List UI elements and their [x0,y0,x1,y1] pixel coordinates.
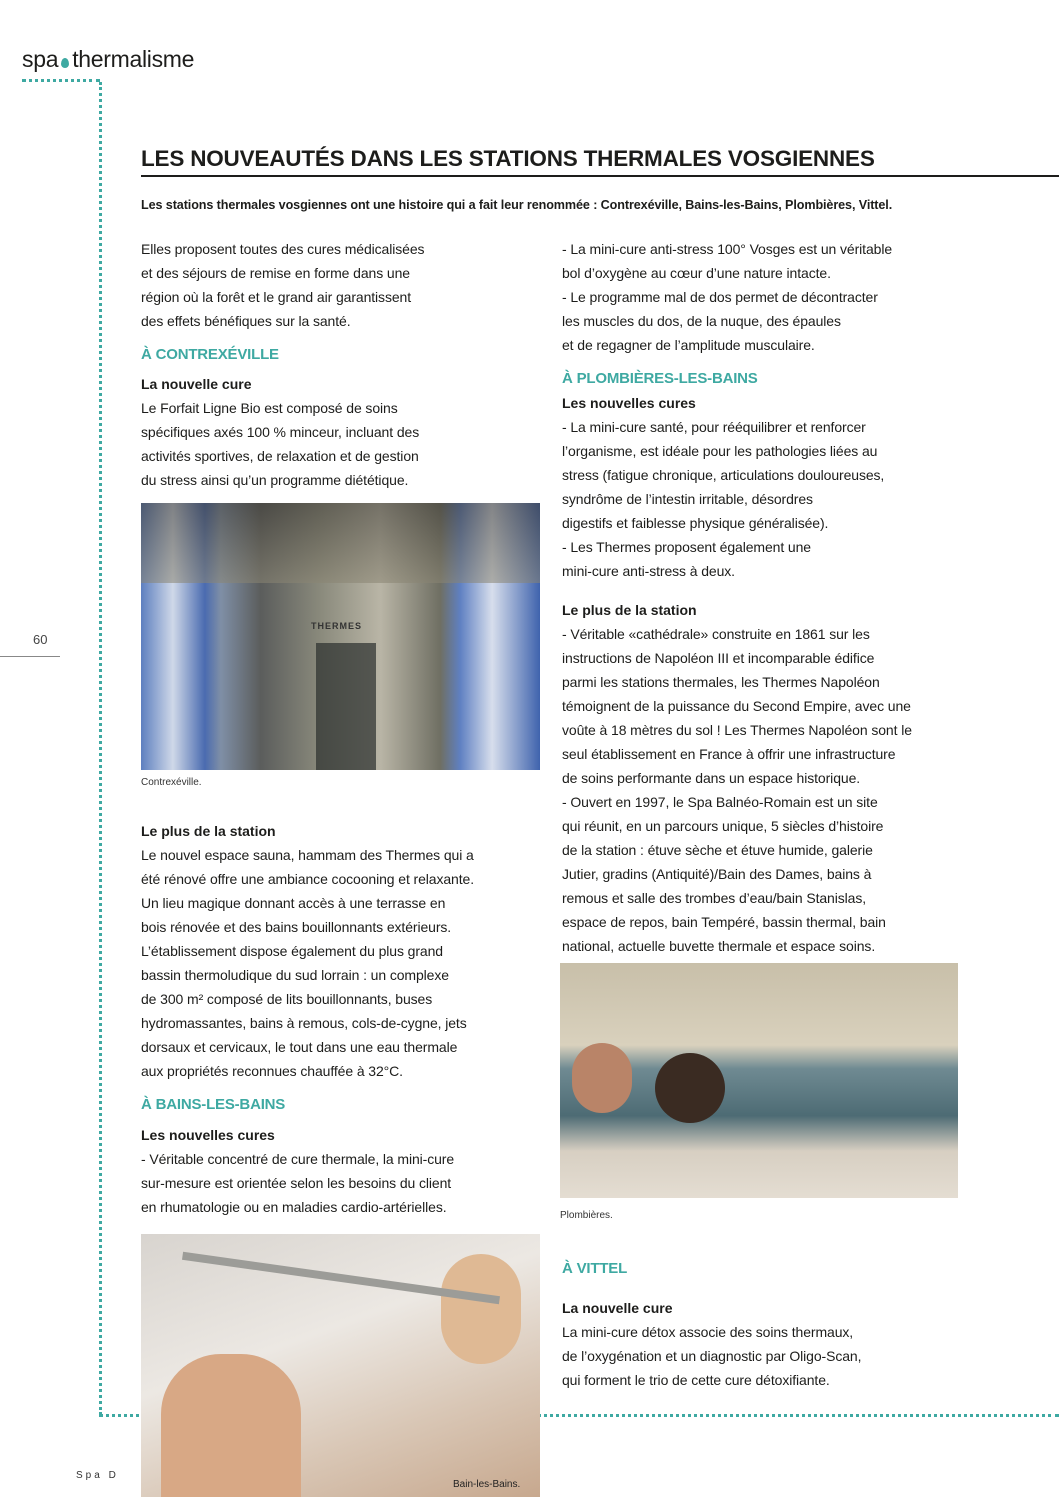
logo-text-thermalisme: thermalisme [72,46,195,72]
subheading-plus-station: Le plus de la station [141,823,276,839]
footer-text: Spa D [76,1470,119,1481]
article-lead: Les stations thermales vosgiennes ont une histoire qui a fait leur renommée : Contrexéville, Bains-les-Bains, Plombières, Vittel. [141,198,893,212]
dotted-rule-left [99,82,102,1415]
photo-figure-man [572,1043,632,1113]
heading-vittel: À VITTEL [562,1260,628,1277]
caption-bains-les-bains: Bain-les-Bains. [453,1479,521,1490]
photo-figure-right [441,1254,521,1364]
subheading-nouvelle-cure-vittel: La nouvelle cure [562,1300,673,1316]
dotted-rule-top [22,79,100,82]
section-logo [22,46,194,73]
caption-plombieres: Plombières. [560,1210,613,1221]
photo-figure-back [161,1354,301,1497]
heading-bains-les-bains: À BAINS-LES-BAINS [141,1096,286,1113]
bains-cures-text-continued: - La mini-cure anti-stress 100° Vosges est un véritable bol d’oxygène au cœur d’une nature intacte. - Le programme mal de dos permet de décontracter les muscles du dos, de la nuque, des épaules et de regagner de l’amplitude musculaire. [562,241,893,353]
bains-cures-text: - Véritable concentré de cure thermale, la mini-cure sur-mesure est orientée selon les besoins du client en rhumatologie ou en maladies cardio-artérielles. [141,1151,455,1215]
contrexeville-plus-text: Le nouvel espace sauna, hammam des Thermes qui a été rénové offre une ambiance cocooning et relaxante. Un lieu magique donnant accès à une terrasse en bois rénovée et des bains bouillonnants extérieurs. L’établissement dispose également du plus grand bassin thermoludique du sud lorrain : un complexe de 300 m² composé de lits bouillonnants, buses hydromassantes, bains à remous, cols-de-cygne, jets dorsaux et cervicaux, le tout dans une eau thermale aux propriétés reconnues chauffée à 32°C. [141,847,475,1079]
subheading-nouvelle-cure: La nouvelle cure [141,376,252,392]
thermes-sign: THERMES [311,621,363,631]
subheading-nouvelles-cures-plombieres: Les nouvelles cures [562,395,696,411]
photo-plombieres [560,963,958,1198]
title-underline [141,175,1059,177]
heading-contrexeville: À CONTREXÉVILLE [141,346,279,363]
plombieres-plus-text: - Véritable «cathédrale» construite en 1861 sur les instructions de Napoléon III et incomparable édifice parmi les stations thermales, les Thermes Napoléon témoignent de la puissance du Second Empire, avec une voûte à 18 mètres du sol ! Les Thermes Napoléon sont le seul établissement en France à offrir une infrastructure de soins performante dans un espace historique. - Ouvert en 1997, le Spa Balnéo-Romain est un site qui réunit, en un parcours unique, 5 siècles d’histoire de la station : étuve sèche et étuve humide, galerie Jutier, gradins (Antiquité)/Bain des Dames, bains à remous et salle des trombes d’eau/bain Stanislas, espace de repos, bain Tempéré, bassin thermal, bain national, actuelle buvette thermale et espace soins. [562,626,912,954]
article-title: LES NOUVEAUTÉS DANS LES STATIONS THERMALES VOSGIENNES [141,146,875,171]
caption-contrexeville: Contrexéville. [141,777,202,788]
photo-figure-woman [655,1053,725,1123]
subheading-plus-station-plombieres: Le plus de la station [562,602,697,618]
photo-bains-les-bains [141,1234,540,1497]
water-drop-icon [61,58,69,68]
contrexeville-cure-text: Le Forfait Ligne Bio est composé de soins spécifiques axés 100 % minceur, incluant des activités sportives, de relaxation et de gestion du stress ainsi qu’un programme diététique. [141,400,420,488]
photo-contrexeville [141,503,540,770]
photo-doorway [316,643,376,770]
heading-plombieres: À PLOMBIÈRES-LES-BAINS [562,370,758,387]
vittel-cure-text: La mini-cure détox associe des soins thermaux, de l’oxygénation et un diagnostic par Oligo-Scan, qui forment le trio de cette cure détoxifiante. [562,1324,862,1388]
subheading-nouvelles-cures: Les nouvelles cures [141,1127,275,1143]
page-number-rule [0,656,60,657]
page-number: 60 [33,632,48,647]
logo-text-spa: spa [22,46,59,72]
intro-text: Elles proposent toutes des cures médicalisées et des séjours de remise en forme dans une région où la forêt et le grand air garantissent des effets bénéfiques sur la santé. [141,241,425,329]
plombieres-cures-text: - La mini-cure santé, pour rééquilibrer et renforcer l’organisme, est idéale pour les pathologies liées au stress (fatigue chronique, articulations douloureuses, syndrôme de l’intestin irritable, désordres digestifs et faiblesse physique généralisée). - Les Thermes proposent également une mini-cure anti-stress à deux. [562,419,885,579]
photo-overhang [141,503,540,583]
